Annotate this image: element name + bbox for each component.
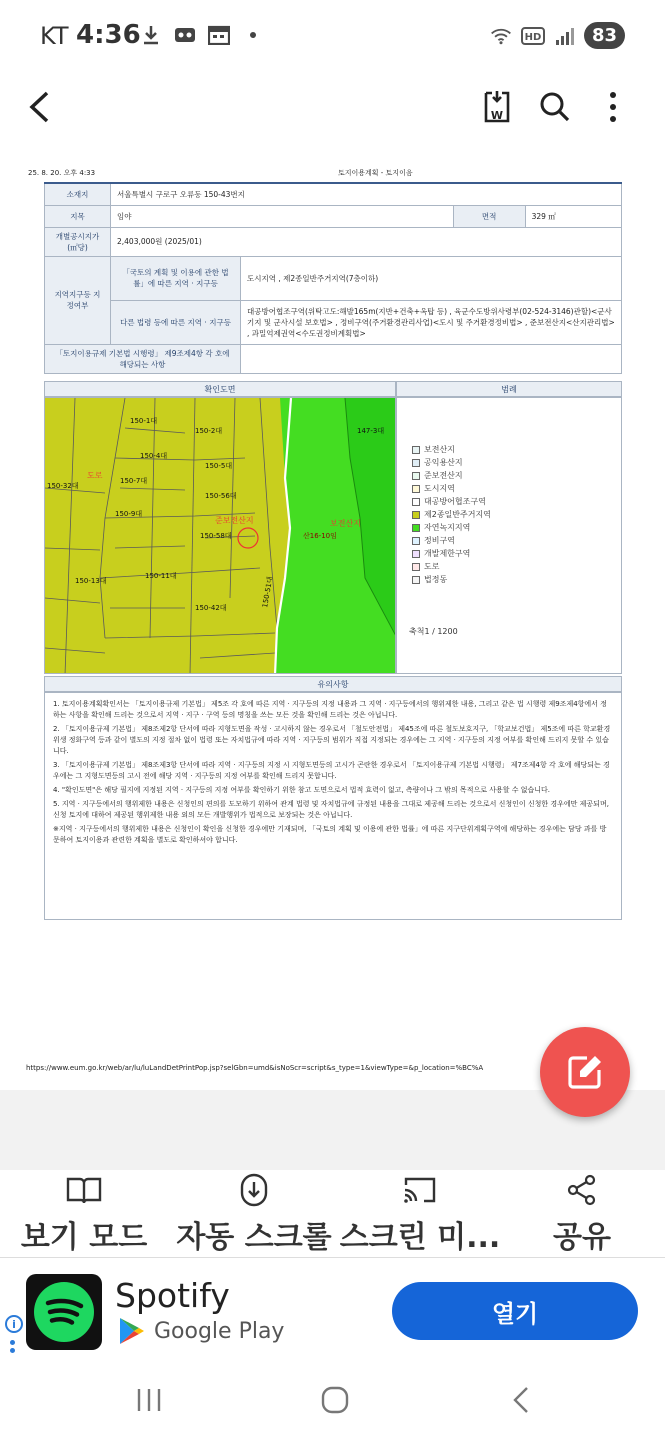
legend-item — [412, 508, 491, 521]
bottom-toolbar — [0, 1170, 665, 1258]
legend-panel — [396, 397, 622, 674]
auto-scroll-button[interactable] — [166, 1170, 342, 1258]
legend-swatch — [412, 576, 420, 584]
legend-label: 보전산지 — [424, 445, 455, 454]
signal-icon — [554, 25, 576, 47]
zone-label: 지역지구등 지정여부 — [45, 256, 111, 344]
ad-info-icon[interactable]: i — [5, 1315, 23, 1333]
legend-item — [412, 456, 491, 469]
note-item: 2. 「토지이용규제 기본법」 제8조제2항 단서에 따라 지형도면을 작성 · 고시하지 않는 경우로서 「철도안전법」 제45조에 따른 철도보호지구, 「학교보건법」 제5조에 따른 학교환경위생 정화구역 등과 같이 별도의 지정 절차 없이 법령 또는 자치법규에 따라 지역 · 지구등의 범위가 직접 지정되는 경우에는 그 지역 · 지구등의 지정 여부를 확인해 드리지 못할 수 있습니다. — [53, 725, 611, 755]
svg-text:150-2대: 150-2대 — [195, 427, 223, 435]
legend-swatch — [412, 472, 420, 480]
download-icon — [140, 24, 162, 46]
legend-label: 개발제한구역 — [424, 549, 471, 558]
more-vert-icon[interactable] — [590, 84, 636, 130]
share-label: 공유 — [553, 1220, 611, 1255]
svg-text:150-4대: 150-4대 — [140, 452, 168, 460]
note-item: 1. 토지이용계획확인서는 「토지이용규제 기본법」 제5조 각 호에 따른 지역 · 지구등의 지정 내용과 그 지역 · 지구등에서의 행위제한 내용, 그리고 같은 법 시행령 제9조제4항에서 정하는 사항을 확인해 드리는 것으로서 지역 · 지구 · 구역 등의 명칭을 쓰는 모든 것을 확인해 드리는 것은 아닙니다. — [53, 700, 607, 719]
battery-indicator: 83 — [584, 22, 625, 49]
legend-item — [412, 560, 491, 573]
svg-text:147-3대: 147-3대 — [357, 427, 385, 435]
price-label: 개별공시지가 (㎡당) — [45, 227, 111, 256]
svg-text:산16-10임: 산16-10임 — [303, 532, 337, 540]
back-icon[interactable] — [496, 1380, 546, 1420]
legend-list — [412, 443, 491, 586]
svg-text:HD: HD — [524, 31, 542, 43]
screen-mirror-label: 스크린 미... — [339, 1220, 501, 1255]
app-bar — [0, 72, 665, 142]
legend-item — [412, 573, 491, 586]
legend-label: 대공방어협조구역 — [424, 497, 486, 506]
legend-label: 제2종일반주거지역 — [424, 510, 491, 519]
screen-mirror-button[interactable] — [340, 1170, 500, 1258]
home-icon[interactable] — [310, 1380, 360, 1420]
svg-text:150-11대: 150-11대 — [145, 572, 177, 580]
location-label: 소재지 — [45, 183, 111, 205]
svg-text:W: W — [490, 109, 504, 122]
svg-text:150-7대: 150-7대 — [120, 477, 148, 485]
svg-text:150-1대: 150-1대 — [130, 417, 158, 425]
hd-icon — [520, 25, 546, 47]
legend-item — [412, 521, 491, 534]
legend-label: 법정동 — [424, 575, 448, 584]
legend-label: 준보전산지 — [424, 471, 463, 480]
legend-swatch — [412, 485, 420, 493]
legend-item — [412, 534, 491, 547]
svg-text:150-56대: 150-56대 — [205, 492, 237, 500]
doc-print-date: 25. 8. 20. 오후 4:33 — [28, 169, 96, 177]
note-item: ※지역 · 지구등에서의 행위제한 내용은 신청인이 확인을 신청한 경우에만 기재되며, 「국토의 계획 및 이용에 관한 법률」에 따른 지구단위계획구역에 해당하는 경우에는 담당 과를 방문하여 토지이용과 관련한 계획을 별도로 확인하셔야 합니다. — [53, 825, 607, 844]
doc-url-text: https://www.eum.go.kr/web/ar/lu/luLandDetPrintPop.jsp?selGbn=umd&isNoScr=script&s_type=1&viewType=&p_location=%BC%A — [26, 1064, 484, 1072]
svg-text:150-58대: 150-58대 — [200, 532, 232, 540]
doc-header — [28, 168, 633, 182]
legend-swatch — [412, 498, 420, 506]
area-label: 면적 — [453, 205, 525, 227]
zone-sub2-label: 다른 법령 등에 따른 지역 · 지구등 — [111, 300, 241, 344]
legend-title: 범례 — [396, 381, 622, 397]
cadastral-map[interactable] — [44, 397, 396, 674]
auto-scroll-icon — [240, 1170, 268, 1210]
system-icons — [490, 22, 625, 49]
svg-text:준보전산지: 준보전산지 — [215, 516, 254, 525]
ad-store-badge — [118, 1316, 284, 1346]
voicemail-icon — [174, 24, 196, 46]
map-scale: 축척1 / 1200 — [409, 627, 458, 636]
svg-text:보전산지: 보전산지 — [330, 519, 361, 528]
svg-text:150-13대: 150-13대 — [75, 577, 107, 585]
ad-banner[interactable] — [0, 1260, 665, 1360]
edit-fab-button[interactable] — [540, 1027, 630, 1117]
svg-text:150-42대: 150-42대 — [195, 604, 227, 612]
reader-mode-button[interactable] — [16, 1170, 152, 1258]
legend-swatch — [412, 446, 420, 454]
map-drawing — [45, 398, 396, 674]
legend-item — [412, 443, 491, 456]
legend-swatch — [412, 563, 420, 571]
note-item: 5. 지역 · 지구등에서의 행위제한 내용은 신청인의 편의를 도모하기 위하여 관계 법령 및 자치법규에 규정된 내용을 그대로 제공해 드리는 것으로서 신청인이 신청한 경우에만 제공되며, 신청 토지에 대하여 제공된 행위제한 내용 외의 모든 개발행위가 법적으로 보장되는 것은 아닙니다. — [53, 800, 609, 819]
map-title: 확인도면 — [44, 381, 396, 397]
navigation-bar — [0, 1360, 665, 1440]
legend-item — [412, 495, 491, 508]
reader-mode-label: 보기 모드 — [20, 1220, 148, 1255]
note-item: 4. "확인도면"은 해당 필지에 지정된 지역 · 지구등의 지정 여부를 확인하기 위한 참고 도면으로서 법적 효력이 없고, 측량이나 그 밖의 목적으로 사용할 수 없습니다. — [53, 786, 550, 794]
ad-app-name: Spotify — [115, 1276, 230, 1315]
legend-item — [412, 469, 491, 482]
location-value: 서울특별시 구로구 오류동 150-43번지 — [111, 183, 622, 205]
clock-time: 4:36 — [76, 20, 141, 50]
auto-scroll-label: 자동 스크롤 — [176, 1220, 332, 1255]
area-value: 329 ㎡ — [525, 205, 621, 227]
spotify-logo-icon — [26, 1274, 102, 1350]
book-icon — [66, 1170, 102, 1210]
search-icon[interactable] — [532, 84, 578, 130]
svg-text:150-51대: 150-51대 — [261, 575, 275, 609]
zone-sub1-value: 도시지역 , 제2종일반주거지역(7층이하) — [241, 256, 622, 300]
notes-title: 유의사항 — [44, 676, 622, 692]
enforce-label: 「토지이용규제 기본법 시행령」 제9조제4항 각 호에 해당되는 사항 — [45, 344, 241, 373]
doc-print-title: 토지이용계획 - 토지이음 — [338, 169, 413, 177]
category-label: 지목 — [45, 205, 111, 227]
legend-swatch — [412, 524, 420, 532]
calendar-icon — [208, 24, 230, 46]
legend-item — [412, 547, 491, 560]
legend-swatch — [412, 537, 420, 545]
svg-text:150-5대: 150-5대 — [205, 462, 233, 470]
notes-box — [44, 692, 622, 920]
share-button[interactable] — [530, 1170, 634, 1258]
share-icon — [566, 1170, 598, 1210]
enforce-value — [241, 344, 622, 373]
note-item: 3. 「토지이용규제 기본법」 제8조제3항 단서에 따라 지역 · 지구등의 지정 시 지형도면등의 고시가 곤란한 경우로서 「토지이용규제 기본법 시행령」 제7조제4항 각 호에 해당되는 경우에는 그 지형도면등의 고시 전에 해당 지역 · 지구등의 지정 여부를 확인해 드리지 못합니다. — [53, 761, 610, 780]
edit-icon — [565, 1052, 605, 1092]
dot-icon — [242, 24, 264, 46]
doc-url — [26, 1064, 626, 1072]
status-bar — [0, 0, 665, 72]
legend-label: 도시지역 — [424, 484, 455, 493]
map-section-header — [44, 381, 622, 397]
svg-text:도로: 도로 — [87, 471, 103, 480]
legend-label: 자연녹지지역 — [424, 523, 471, 532]
back-arrow-icon[interactable] — [16, 84, 62, 130]
ad-dots-icon — [10, 1340, 16, 1356]
zone-sub1-label: 「국토의 계획 및 이용에 관한 법률」에 따른 지역 · 지구등 — [111, 256, 241, 300]
ad-store-label: Google Play — [154, 1318, 285, 1344]
zone-sub2-value: 대공방어협조구역(위탁고도:해발165m(지반+건축+옥탑 등) , 육군수도방위사령부(02-524-3146)관할)<군사기지 및 군사시설 보호법> , 정비구역(주거환경관리사업)<도시 및 주거환경정비법> , 준보전산지<산지관리법> , 과밀억제권역<수도권정비계획법> — [241, 300, 622, 344]
legend-label: 정비구역 — [424, 536, 455, 545]
carrier-label: KT — [40, 22, 69, 50]
price-value: 2,403,000원 (2025/01) — [111, 227, 622, 256]
svg-text:150-9대: 150-9대 — [115, 510, 143, 518]
wifi-icon — [490, 25, 512, 47]
legend-swatch — [412, 459, 420, 467]
legend-label: 공익용산지 — [424, 458, 463, 467]
legend-label: 도로 — [424, 562, 440, 571]
recent-apps-icon[interactable] — [124, 1380, 174, 1420]
document-page — [20, 160, 645, 1080]
word-doc-icon[interactable] — [474, 84, 520, 130]
cast-icon — [402, 1170, 438, 1210]
svg-text:150-32대: 150-32대 — [47, 482, 79, 490]
notification-icons — [140, 24, 264, 46]
ad-open-button[interactable]: 열기 — [392, 1282, 638, 1340]
legend-item — [412, 482, 491, 495]
land-info-table — [44, 182, 622, 374]
google-play-icon — [118, 1316, 146, 1346]
legend-swatch — [412, 511, 420, 519]
category-value: 임야 — [111, 205, 454, 227]
legend-swatch — [412, 550, 420, 558]
